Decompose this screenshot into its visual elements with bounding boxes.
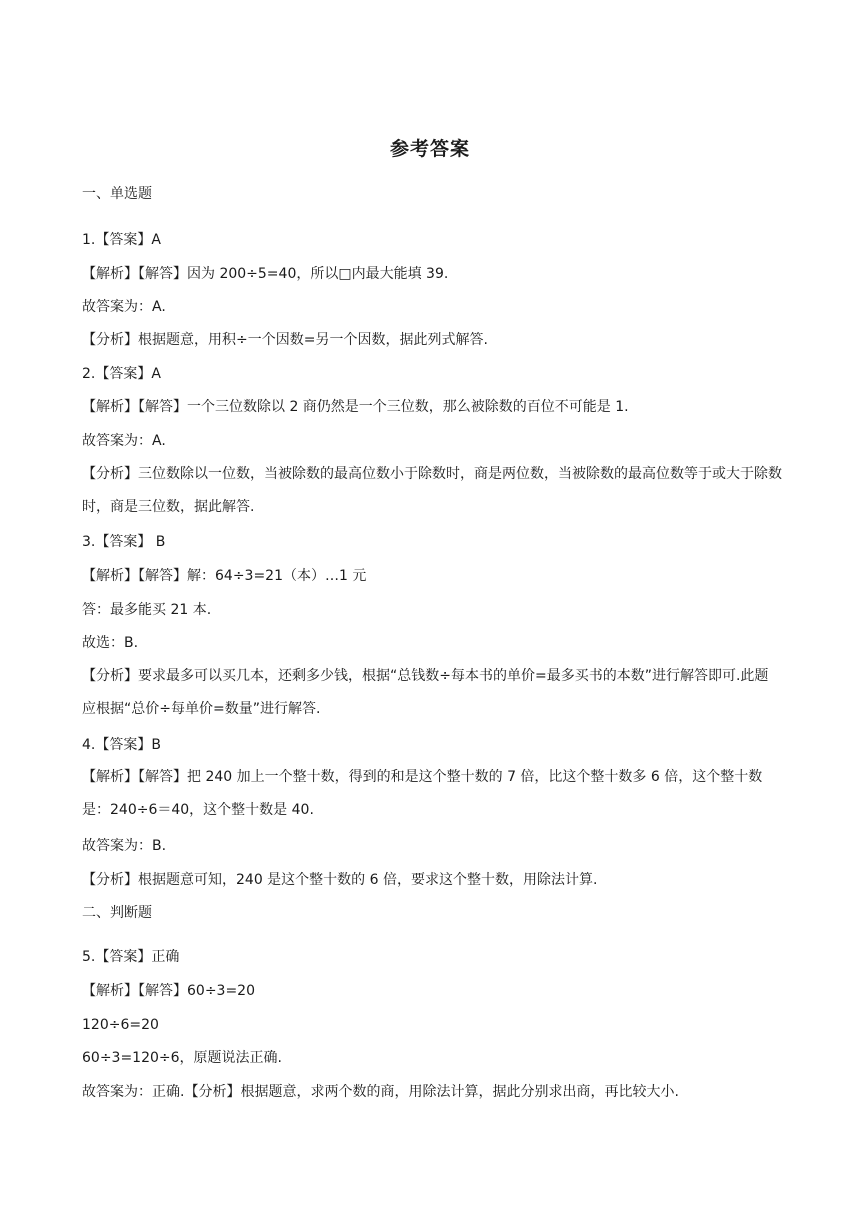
answer-2: 2.【答案】A xyxy=(82,366,161,382)
section-heading-single-choice: 一、单选题 xyxy=(82,186,152,202)
page-title: 参考答案 xyxy=(389,138,470,160)
calculation-5: 120÷6=20 xyxy=(82,1017,159,1033)
explanation-2: 【解析】【解答】一个三位数除以 2 商仍然是一个三位数，那么被除数的百位不可能是 1. xyxy=(82,399,629,415)
explanation-5: 【解析】【解答】60÷3=20 xyxy=(82,983,255,999)
analysis-1: 【分析】根据题意，用积÷一个因数=另一个因数，据此列式解答. xyxy=(82,332,488,348)
explanation-4: 【解析】【解答】把 240 加上一个整十数，得到的和是这个整十数的 7 倍，比这个整十数多 6 倍，这个整十数是：240÷6＝40，这个整十数是 40. xyxy=(82,769,763,818)
comparison-5: 60÷3=120÷6，原题说法正确. xyxy=(82,1050,282,1066)
reply-3: 答：最多能买 21 本. xyxy=(82,602,212,618)
analysis-4: 【分析】根据题意可知，240 是这个整十数的 6 倍，要求这个整十数，用除法计算. xyxy=(82,872,598,888)
conclusion-2: 故答案为：A. xyxy=(82,433,166,449)
explanation-3: 【解析】【解答】解：64÷3=21（本）…1 元 xyxy=(82,568,367,584)
answer-1: 1.【答案】A xyxy=(82,232,161,248)
conclusion-4: 故答案为：B. xyxy=(82,838,167,854)
section-heading-true-false: 二、判断题 xyxy=(82,905,152,921)
explanation-1: 【解析】【解答】因为 200÷5=40，所以□内最大能填 39. xyxy=(82,266,449,282)
analysis-2: 【分析】三位数除以一位数，当被除数的最高位数小于除数时，商是两位数，当被除数的最高位数等于或大于除数时，商是三位数，据此解答. xyxy=(82,466,782,515)
analysis-3: 【分析】要求最多可以买几本，还剩多少钱，根据“总钱数÷每本书的单价=最多买书的本数”进行解答即可.此题应根据“总价÷每单价=数量”进行解答. xyxy=(82,668,769,717)
answer-4: 4.【答案】B xyxy=(82,737,161,753)
conclusion-3: 故选：B. xyxy=(82,635,139,651)
conclusion-analysis-5: 故答案为：正确.【分析】根据题意，求两个数的商，用除法计算，据此分别求出商，再比较大小. xyxy=(82,1084,679,1100)
conclusion-1: 故答案为：A. xyxy=(82,299,166,315)
answer-5: 5.【答案】正确 xyxy=(82,949,180,965)
answer-3: 3.【答案】 B xyxy=(82,534,166,550)
